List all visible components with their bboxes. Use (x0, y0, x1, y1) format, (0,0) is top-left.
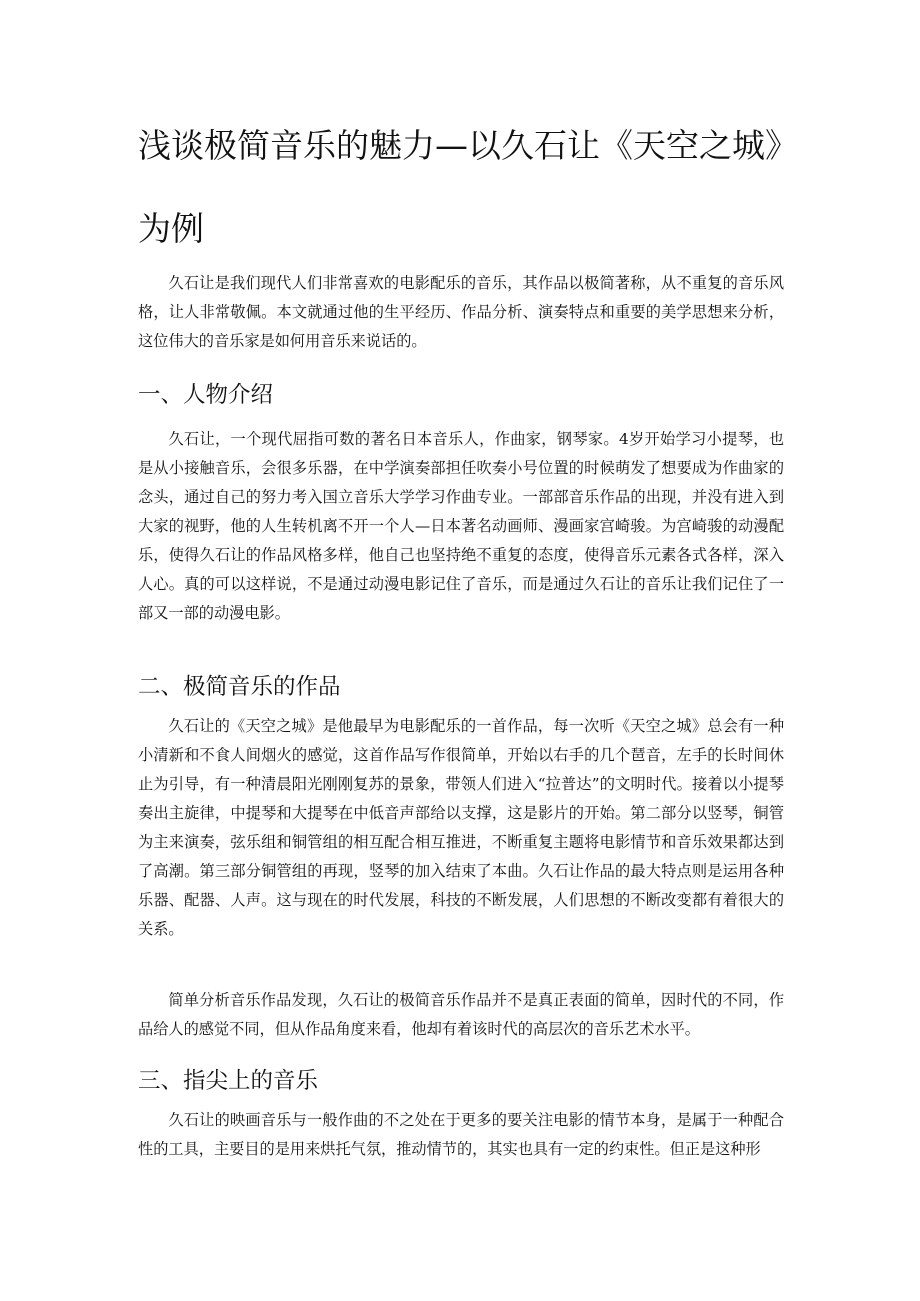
section-2-paragraph-1: 久石让的《天空之城》是他最早为电影配乐的一首作品，每一次听《天空之城》总会有一种小清新和不食人间烟火的感觉，这首作品写作很简单，开始以右手的几个琶音，左手的长时间休止为引导，有一种清晨阳光刚刚复苏的景象，带领人们进入“拉普达”的文明时代。接着以小提琴奏出主旋律，中提琴和大提琴在中低音声部给以支撑，这是影片的开始。第二部分以竖琴，铜管为主来演奏，弦乐组和铜管组的相互配合相互推进，不断重复主题将电影情节和音乐效果都达到了高潮。第三部分铜管组的再现，竖琴的加入结束了本曲。久石让作品的最大特点则是运用各种乐器、配器、人声。这与现在的时代发展，科技的不断发展，人们思想的不断改变都有着很大的关系。 (138, 717, 784, 938)
document-title-line-1: 浅谈极简音乐的魅力—以久石让《天空之城》 (138, 126, 798, 165)
intro-paragraph: 久石让是我们现代人们非常喜欢的电影配乐的音乐，其作品以极简著称，从不重复的音乐风格，让人非常敬佩。本文就通过他的生平经历、作品分析、演奏特点和重要的美学思想来分析，这位伟大的音乐家是如何用音乐来说话的。 (138, 274, 784, 350)
section-3-paragraph-1: 久石让的映画音乐与一般作曲的不之处在于更多的要关注电影的情节本身，是属于一种配合性的工具，主要目的是用来烘托气氛，推动情节的，其实也具有一定的约束性。但正是这种形 (138, 1111, 784, 1158)
section-3-heading: 三、指尖上的音乐 (138, 1068, 319, 1094)
section-2-paragraph-2: 简单分析音乐作品发现，久石让的极简音乐作品并不是真正表面的简单，因时代的不同，作品给人的感觉不同，但从作品角度来看，他却有着该时代的高层次的音乐艺术水平。 (138, 991, 784, 1038)
section-2-heading: 二、极简音乐的作品 (138, 674, 341, 700)
section-1-paragraph-1: 久石让，一个现代屈指可数的著名日本音乐人，作曲家，钢琴家。4岁开始学习小提琴，也是从小接触音乐，会很多乐器，在中学演奏部担任吹奏小号位置的时候萌发了想要成为作曲家的念头，通过自己的努力考入国立音乐大学学习作曲专业。一部部音乐作品的出现，并没有进入到大家的视野，他的人生转机离不开一个人—日本著名动画师、漫画家宫崎骏。为宫崎骏的动漫配乐，使得久石让的作品风格多样，他自己也坚持绝不重复的态度，使得音乐元素各式各样，深入人心。真的可以这样说，不是通过动漫电影记住了音乐，而是通过久石让的音乐让我们记住了一部又一部的动漫电影。 (138, 430, 784, 622)
document-title-line-2: 为例 (138, 209, 204, 248)
section-1-heading: 一、人物介绍 (138, 382, 274, 408)
